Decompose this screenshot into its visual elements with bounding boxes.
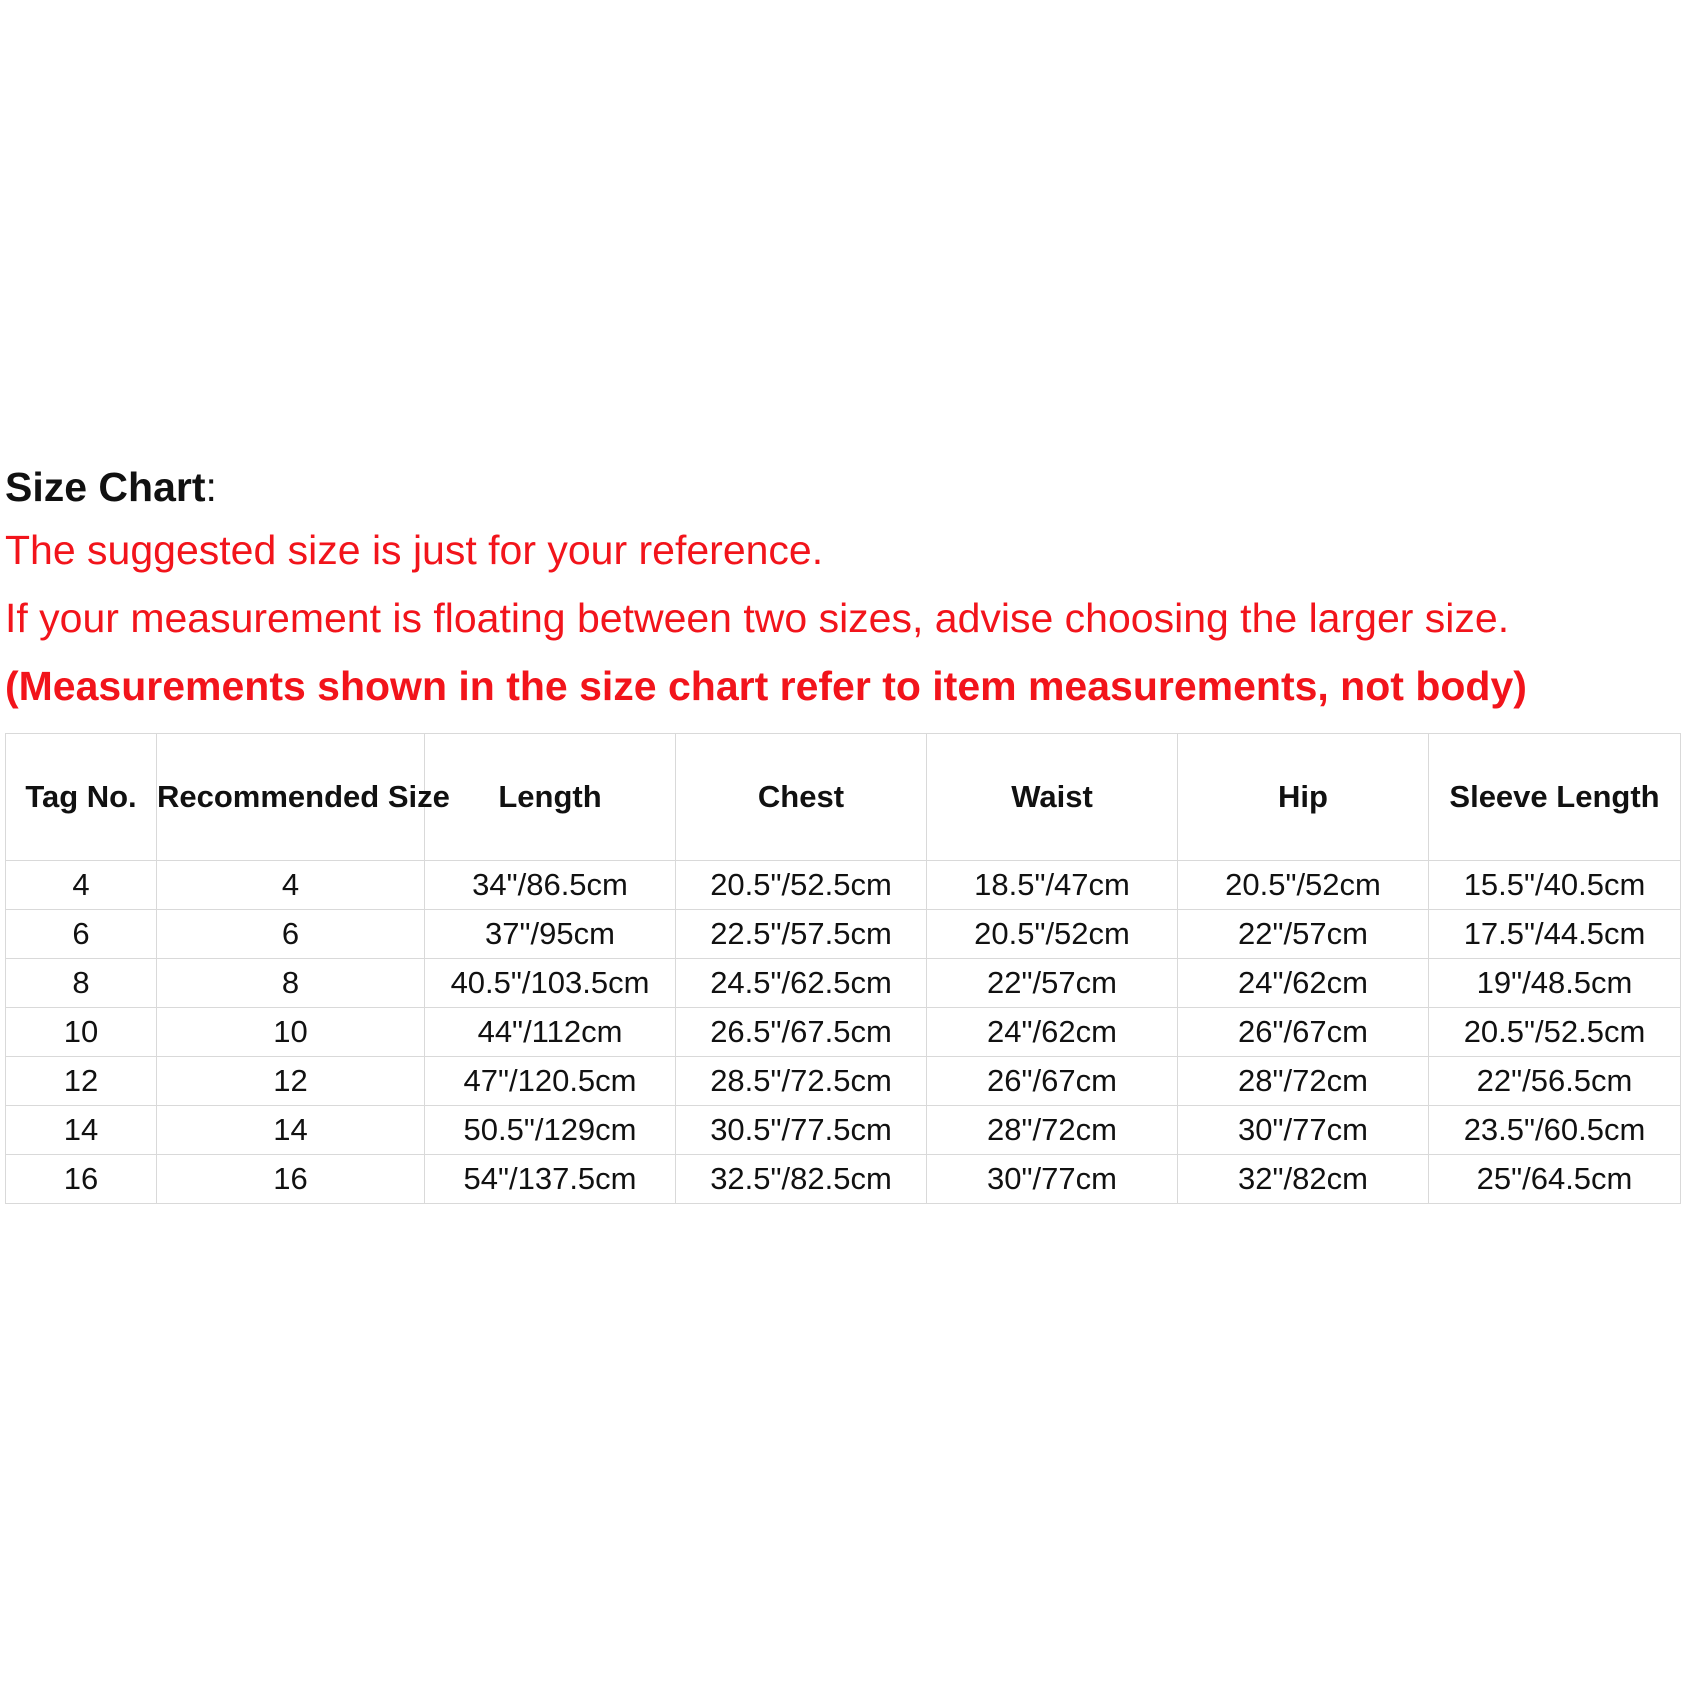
table-row: [6, 1155, 1681, 1204]
cell-chest: 30.5"/77.5cm: [676, 1106, 927, 1155]
cell-hip: 20.5"/52cm: [1178, 861, 1429, 910]
cell-waist: 22"/57cm: [927, 959, 1178, 1008]
table-body: [6, 861, 1681, 1204]
cell-recommended-size: 16: [157, 1155, 425, 1204]
cell-tag-no: 4: [6, 861, 157, 910]
cell-sleeve-length: 19"/48.5cm: [1429, 959, 1681, 1008]
header-waist: Waist: [927, 734, 1178, 861]
header-tag-no: Tag No.: [6, 734, 157, 861]
header-length: Length: [425, 734, 676, 861]
cell-length: 54"/137.5cm: [425, 1155, 676, 1204]
cell-recommended-size: 4: [157, 861, 425, 910]
title-colon: :: [205, 464, 217, 510]
cell-length: 50.5"/129cm: [425, 1106, 676, 1155]
cell-hip: 22"/57cm: [1178, 910, 1429, 959]
title-text: Size Chart: [5, 464, 206, 510]
measurement-disclaimer: (Measurements shown in the size chart refer to item measurements, not body): [5, 663, 1527, 709]
cell-chest: 20.5"/52.5cm: [676, 861, 927, 910]
cell-length: 34"/86.5cm: [425, 861, 676, 910]
cell-tag-no: 12: [6, 1057, 157, 1106]
cell-tag-no: 14: [6, 1106, 157, 1155]
cell-recommended-size: 14: [157, 1106, 425, 1155]
size-chart-heading: [5, 458, 1682, 720]
cell-tag-no: 8: [6, 959, 157, 1008]
cell-sleeve-length: 25"/64.5cm: [1429, 1155, 1681, 1204]
size-table: [5, 733, 1681, 1204]
table-row: [6, 910, 1681, 959]
cell-recommended-size: 8: [157, 959, 425, 1008]
cell-hip: 28"/72cm: [1178, 1057, 1429, 1106]
cell-chest: 24.5"/62.5cm: [676, 959, 927, 1008]
header-chest: Chest: [676, 734, 927, 861]
cell-sleeve-length: 20.5"/52.5cm: [1429, 1008, 1681, 1057]
header-hip: Hip: [1178, 734, 1429, 861]
cell-chest: 28.5"/72.5cm: [676, 1057, 927, 1106]
cell-length: 47"/120.5cm: [425, 1057, 676, 1106]
cell-chest: 32.5"/82.5cm: [676, 1155, 927, 1204]
cell-chest: 22.5"/57.5cm: [676, 910, 927, 959]
cell-waist: 30"/77cm: [927, 1155, 1178, 1204]
cell-recommended-size: 6: [157, 910, 425, 959]
sizing-advice-note: If your measurement is floating between two sizes, advise choosing the larger size.: [5, 595, 1510, 641]
cell-waist: 18.5"/47cm: [927, 861, 1178, 910]
header-sleeve-length: Sleeve Length: [1429, 734, 1681, 861]
table-row: [6, 1057, 1681, 1106]
cell-hip: 30"/77cm: [1178, 1106, 1429, 1155]
cell-waist: 20.5"/52cm: [927, 910, 1178, 959]
cell-waist: 28"/72cm: [927, 1106, 1178, 1155]
cell-recommended-size: 12: [157, 1057, 425, 1106]
cell-tag-no: 10: [6, 1008, 157, 1057]
cell-sleeve-length: 15.5"/40.5cm: [1429, 861, 1681, 910]
page-title: [5, 458, 1682, 516]
cell-waist: 26"/67cm: [927, 1057, 1178, 1106]
cell-waist: 24"/62cm: [927, 1008, 1178, 1057]
cell-sleeve-length: 23.5"/60.5cm: [1429, 1106, 1681, 1155]
cell-length: 44"/112cm: [425, 1008, 676, 1057]
table-row: [6, 959, 1681, 1008]
cell-length: 40.5"/103.5cm: [425, 959, 676, 1008]
cell-sleeve-length: 22"/56.5cm: [1429, 1057, 1681, 1106]
cell-tag-no: 16: [6, 1155, 157, 1204]
cell-sleeve-length: 17.5"/44.5cm: [1429, 910, 1681, 959]
cell-tag-no: 6: [6, 910, 157, 959]
cell-hip: 24"/62cm: [1178, 959, 1429, 1008]
table-row: [6, 1008, 1681, 1057]
table-row: [6, 1106, 1681, 1155]
table-row: [6, 861, 1681, 910]
cell-recommended-size: 10: [157, 1008, 425, 1057]
cell-hip: 26"/67cm: [1178, 1008, 1429, 1057]
reference-note: The suggested size is just for your reference.: [5, 527, 824, 573]
cell-hip: 32"/82cm: [1178, 1155, 1429, 1204]
header-recommended-size: Recommended Size: [157, 734, 425, 861]
cell-length: 37"/95cm: [425, 910, 676, 959]
table-header-row: [6, 734, 1681, 861]
cell-chest: 26.5"/67.5cm: [676, 1008, 927, 1057]
